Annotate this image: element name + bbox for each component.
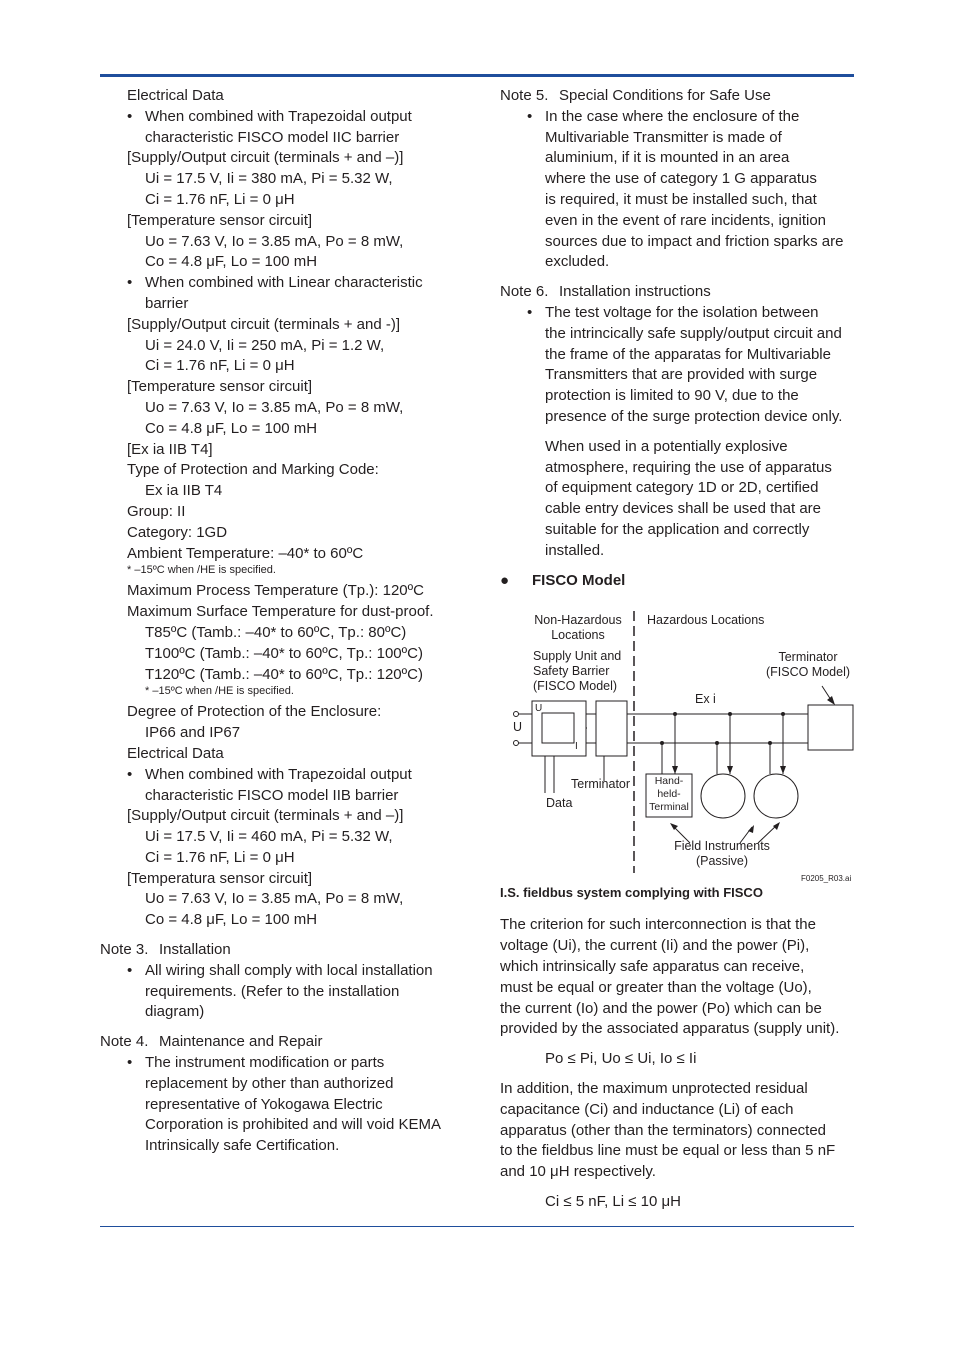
ex-i-label: Ex i: [695, 692, 716, 707]
bullet-item: • When combined with Trapezoidal output characteristic FISCO model IIC barrier: [127, 107, 412, 146]
hazardous-label: Hazardous Locations: [647, 613, 765, 628]
figure-caption: I.S. fieldbus system complying with FISCO: [500, 885, 763, 901]
data-label: Data: [546, 796, 573, 811]
footnote: * –15ºC when /HE is specified.: [145, 685, 294, 698]
fisco-terminator-label: Terminator (FISCO Model): [765, 650, 851, 680]
terminator-label: Terminator: [571, 777, 631, 792]
u-small-label: U: [535, 703, 543, 715]
bullet-icon: •: [127, 107, 133, 125]
bullet-icon: •: [527, 303, 533, 321]
bullet-item: • All wiring shall comply with local installation requirements. (Refer to the installation diagram): [127, 961, 433, 1021]
supply-unit-label: Supply Unit and Safety Barrier (FISCO Model): [533, 649, 622, 694]
criterion-paragraph: The criterion for such interconnection is that the voltage (Ui), the current (Ii) and the power (Pi), which intrinsically safe apparatus can receive, must be equal or greater than the voltage (Uo), the current (Io) and the power (Po) which can be provided by the associated apparatus (supply unit).: [500, 916, 840, 1038]
figure-id: F0205_R03.ai: [801, 874, 852, 884]
formula-ci-li: Ci ≤ 5 nF, Li ≤ 10 μH: [545, 1192, 681, 1210]
right-column: [500, 86, 856, 1213]
bottom-rule: [100, 1226, 854, 1227]
top-rule: [100, 74, 854, 77]
note-6-paragraph: When used in a potentially explosive atmosphere, requiring the use of apparatus of equipment category 1D or 2D, certified cable entry devices shall be used that are suitable for the application and correctly installed.: [545, 437, 832, 559]
note-3-heading: Note 3. Installation: [100, 941, 231, 959]
bullet-icon: •: [127, 274, 133, 292]
field-instruments-label: Field Instruments (Passive): [674, 839, 770, 869]
bullet-item: • When combined with Linear characteristic barrier: [127, 274, 423, 312]
bullet-icon: •: [127, 1054, 133, 1072]
electrical-data-heading: Electrical Data: [127, 744, 224, 762]
formula-po-pi: Po ≤ Pi, Uo ≤ Ui, Io ≤ Ii: [545, 1050, 697, 1068]
note-5-heading: Note 5. Special Conditions for Safe Use: [500, 87, 771, 104]
i-small-label: I: [575, 741, 578, 753]
bullet-item: • The instrument modification or parts replacement by other than authorized representative of Yokogawa Electric Corporation is prohibited and will void KEMA Intrinsically safe Certification.: [127, 1054, 441, 1155]
left-column: Electrical Data • When combined with Trapezoidal output characteristic FISCO model IIC barrier [Supply/Output circuit (terminals + and –)] Ui = 17.5 V, Ii = 380 mA, Pi = 5.32 W, Ci = 1.76 nF, Li = 0 μH [Temperature sensor circuit] Uo = 7.63 V, Io = 3.85 mA, Po = 8 mW, Co = 4.8 μF, Lo = 100 mH • When combined with Linear characteristic barrier [Supply/Output circuit (terminals + and -)] Ui = 24.0 V, Ii = 250 mA, Pi = 1.2 W, Ci = 1.76 nF, Li = 0 μH [Temperature sensor circuit] Uo = 7.63 V, Io = 3.85 mA, Po = 8 mW, Co = 4.8 μF, Lo = 100 mH [Ex ia IIB T4] Type of Protection and Marking Code: Ex ia IIB T4 Group: II Category: 1GD Ambient Temperature: –40* to 60ºC * –15ºC when /HE is specified. Maximum Process Temperature (Tp.): 120ºC Maximum Surface Temperature for dust-proof. T85ºC (Tamb.: –40* to 60ºC, Tp.: 80ºC) T100ºC (Tamb.: –40* to 60ºC, Tp.: 100ºC) T120ºC (Tamb.: –40* to 60ºC, Tp.: 120ºC) * –15ºC when /HE is specified. Degree of Protection of the Enclosure: IP66 and IP67 Electrical Data • When combined with Trapezoidal output characteristic FISCO model IIB barrier [Supply/Output circuit (terminals + and –)] Ui = 17.5 V, Ii = 460 mA, Pi = 5.32 W, Ci = 1.76 nF, Li = 0 μH [Temperatura sensor circuit] Uo = 7.63 V, Io = 3.85 mA, Po = 8 mW, Co = 4.8 μF, Lo = 100 mH Note 3. Installation • All wiring shall comply with local installation requirements. (Refer to the installation diagram) Note 4. Maintenance and Repair • The instrument modification or parts replacement by other than authorized representative of Yokogawa Electric Corporation is prohibited and will void KEMA Intrinsically safe Certification.: [100, 86, 470, 1157]
bullet-item: • In the case where the enclosure of the Multivariable Transmitter is made of aluminium, if it is mounted in an area where the use of category 1 G apparatus is required, it must be installed such, that even in the event of rare incidents, ignition sources due to impact and friction sparks are excluded.: [527, 107, 844, 271]
bullet-icon: •: [127, 961, 133, 979]
bullet-item: • The test voltage for the isolation between the intrincically safe supply/output circuit and the frame of the apparatas for Multivariable Transmitters that are provided with surge protection is limited to 90 V, due to the presence of the surge protection device only.: [527, 303, 843, 425]
fisco-model-heading: ● FISCO Model: [500, 571, 856, 592]
electrical-data-heading: Electrical Data: [127, 87, 224, 104]
bullet-icon: ●: [500, 571, 510, 589]
non-hazardous-label: Non-Hazardous Locations: [534, 613, 622, 643]
note-4-heading: Note 4. Maintenance and Repair: [100, 1033, 323, 1051]
fisco-diagram: [500, 593, 856, 884]
footnote: * –15ºC when /HE is specified.: [127, 564, 276, 577]
addition-paragraph: In addition, the maximum unprotected residual capacitance (Ci) and inductance (Li) of each apparatus (other than the terminators) connected to the fieldbus line must be equal or less than 5 nF and 10 μH respectively.: [500, 1079, 836, 1181]
handheld-terminal-label: Hand- held- Terminal: [649, 775, 689, 814]
bullet-icon: •: [127, 765, 133, 783]
bullet-item: • When combined with Trapezoidal output characteristic FISCO model IIB barrier: [127, 765, 412, 804]
note-6-heading: Note 6. Installation instructions: [500, 283, 711, 301]
u-label: U: [513, 720, 523, 735]
bullet-icon: •: [527, 107, 533, 125]
